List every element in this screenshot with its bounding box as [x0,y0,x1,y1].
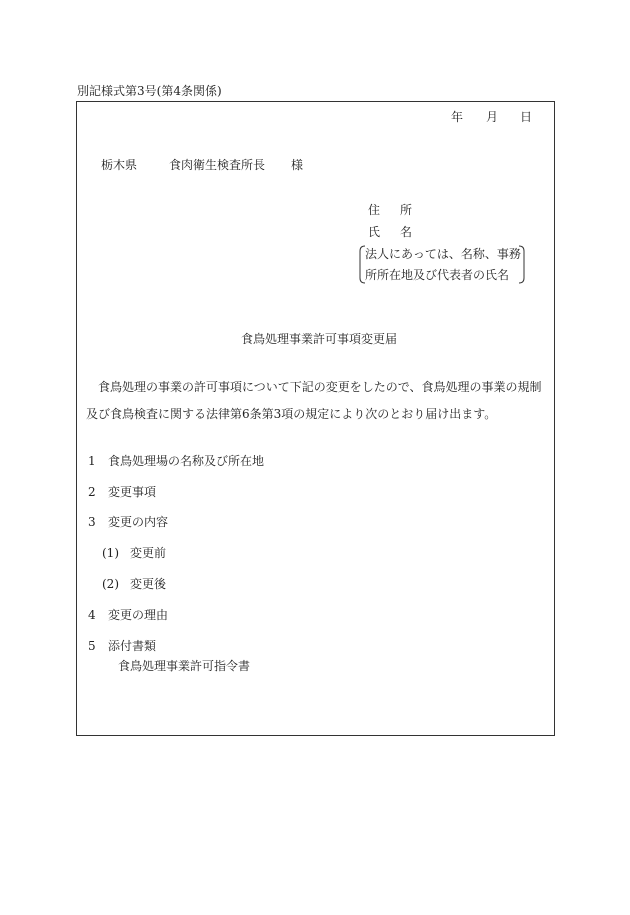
subitem-2 [102,576,166,592]
name-label: 氏名 [368,225,433,239]
subitem-1-number: (1) [102,546,119,560]
date-month-label: 月 [486,110,499,124]
document-title: 食鳥処理事業許可事項変更届 [241,332,398,346]
subitem-1-label: 変更前 [130,546,167,560]
notification-body: 食鳥処理の事業の許可事項について下記の変更をしたので、食鳥処理の事業の規制及び食鳥検査に関する法律第6条第3項の規定により次のとおり届け出ます。 [86,380,542,421]
addressee-prefecture: 栃木県 [101,158,138,172]
item-3-number: 3 [88,515,96,529]
item-4-number: 4 [88,608,96,622]
addressee-office: 食肉衛生検査所長 [169,158,266,172]
item-5 [88,638,156,654]
date-day-label: 日 [520,110,533,124]
attachment-detail: 食鳥処理事業許可指令書 [118,659,251,673]
corporate-note [359,245,525,283]
item-1 [88,453,264,469]
addressee-honorific: 様 [291,158,304,172]
form-label: 別記様式第3号(第4条関係) [77,84,222,98]
item-1-label: 食鳥処理場の名称及び所在地 [108,454,265,468]
item-2-label: 変更事項 [108,485,157,499]
subitem-2-number: (2) [102,577,119,591]
corporate-note-line-1: 法人にあっては、名称、事務 [365,247,521,261]
address-label: 住所 [368,203,433,217]
addressee [101,157,303,173]
item-3-label: 変更の内容 [108,515,169,529]
item-3 [88,514,168,530]
item-1-number: 1 [88,454,96,468]
item-4-label: 変更の理由 [108,608,169,622]
item-2-number: 2 [88,485,96,499]
subitem-1 [102,545,166,561]
item-2 [88,484,156,500]
item-4 [88,607,168,623]
item-5-label: 添付書類 [108,639,157,653]
corporate-note-line-2: 所所在地及び代表者の氏名 [365,268,510,282]
item-5-number: 5 [88,639,96,653]
subitem-2-label: 変更後 [130,577,167,591]
date-year-label: 年 [451,110,464,124]
